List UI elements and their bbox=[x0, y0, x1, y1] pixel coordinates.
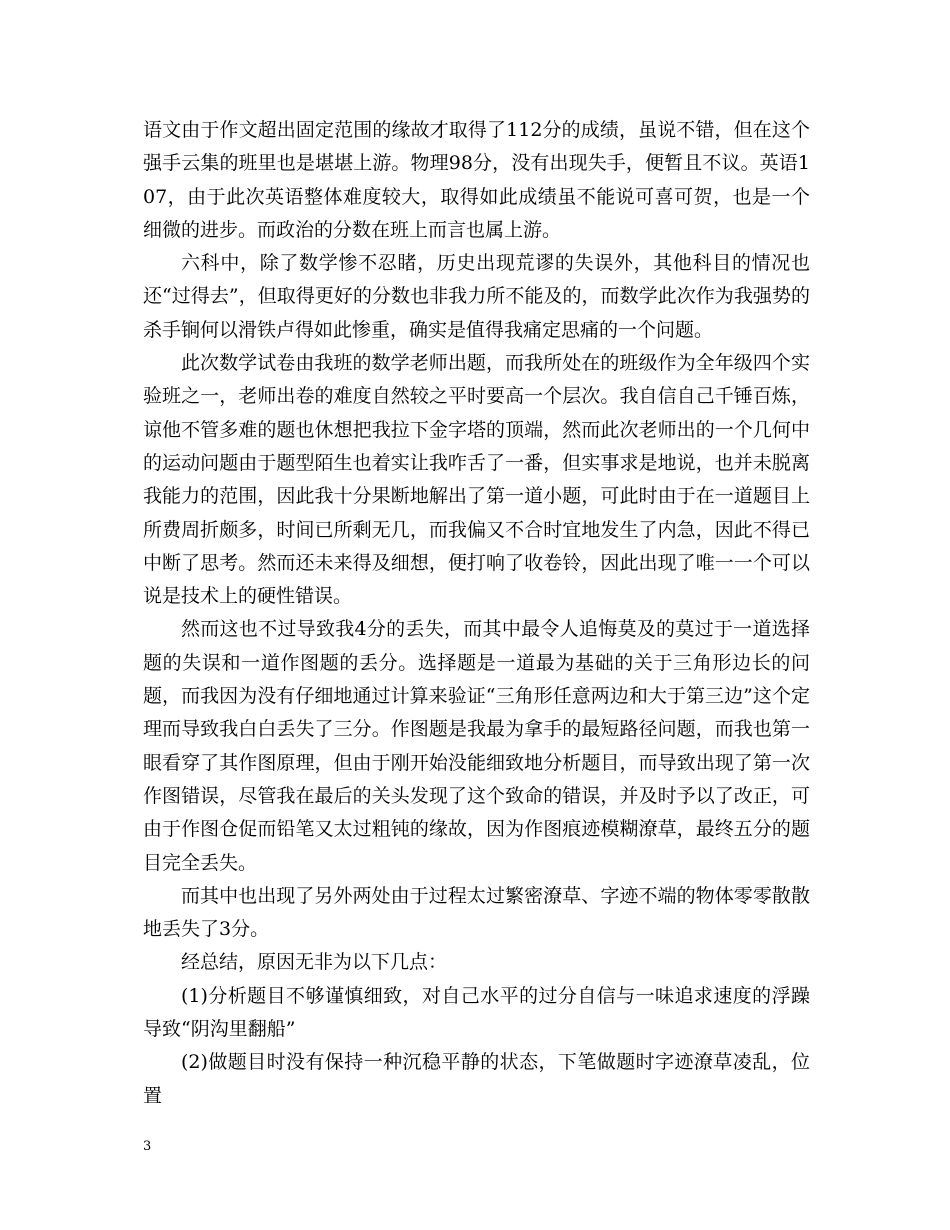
paragraph-lost-points: 然而这也不过导致我4分的丢失，而其中最令人追悔莫及的莫过于一道选择题的失误和一道作图题的丢分。选择题是一道最为基础的关于三角形边长的问题，而我因为没有仔细地通过计算来验证“三角形任意两边和大于第三边”这个定理而导致我白白丢失了三分。作图题是我最为拿手的最短路径问题，而我也第一眼看穿了其作图原理，但由于刚开始没能细致地分析题目，而导致出现了第一次作图错误，尽管我在最后的关头发现了这个致命的错误，并及时予以了改正，可由于作图仓促而铅笔又太过粗钝的缘故，因为作图痕迹模糊潦草，最终五分的题目完全丢失。 bbox=[143, 618, 810, 874]
paragraph-reason-1: (1)分析题目不够谨慎细致，对自己水平的过分自信与一味追求速度的浮躁导致“阴沟里翻船” bbox=[143, 984, 810, 1041]
paragraph-math-exam: 此次数学试卷由我班的数学老师出题，而我所处在的班级作为全年级四个实验班之一，老师出卷的难度自然较之平时要高一个层次。我自信自己千锤百炼，谅他不管多难的题也休想把我拉下金字塔的顶端，然而此次老师出的一个几何中的运动问题由于题型陌生也着实让我咋舌了一番，但实事求是地说，也并未脱离我能力的范围，因此我十分果断地解出了第一道小题，可此时由于在一道题目上所费周折颇多，时间已所剩无几，而我偏又不合时宜地发生了内急，因此不得已中断了思考。然而还未来得及细想，便打响了收卷铃，因此出现了唯一一个可以说是技术上的硬性错误。 bbox=[143, 352, 810, 608]
paragraph-summary-intro: 经总结，原因无非为以下几点： bbox=[181, 951, 448, 974]
body-text bbox=[143, 114, 810, 1113]
paragraph-other-losses: 而其中也出现了另外两处由于过程太过繁密潦草、字迹不端的物体零零散散地丢失了3分。 bbox=[143, 884, 810, 941]
paragraph-grades-summary: 语文由于作文超出固定范围的缘故才取得了112分的成绩，虽说不错，但在这个强手云集的班里也是堪堪上游。物理98分，没有出现失手，便暂且不议。英语107，由于此次英语整体难度较大，取得如此成绩虽不能说可喜可贺，也是一个细微的进步。而政治的分数在班上而言也属上游。 bbox=[143, 119, 810, 241]
paragraph-six-subjects: 六科中，除了数学惨不忍睹，历史出现荒谬的失误外，其他科目的情况也还“过得去”，但取得更好的分数也非我力所不能及的，而数学此次作为我强势的杀手锏何以滑铁卢得如此惨重，确实是值得我痛定思痛的一个问题。 bbox=[143, 252, 810, 341]
page-number: 3 bbox=[143, 1139, 152, 1154]
paragraph-reason-2: (2)做题目时没有保持一种沉稳平静的状态，下笔做题时字迹潦草凌乱，位置 bbox=[143, 1051, 810, 1107]
